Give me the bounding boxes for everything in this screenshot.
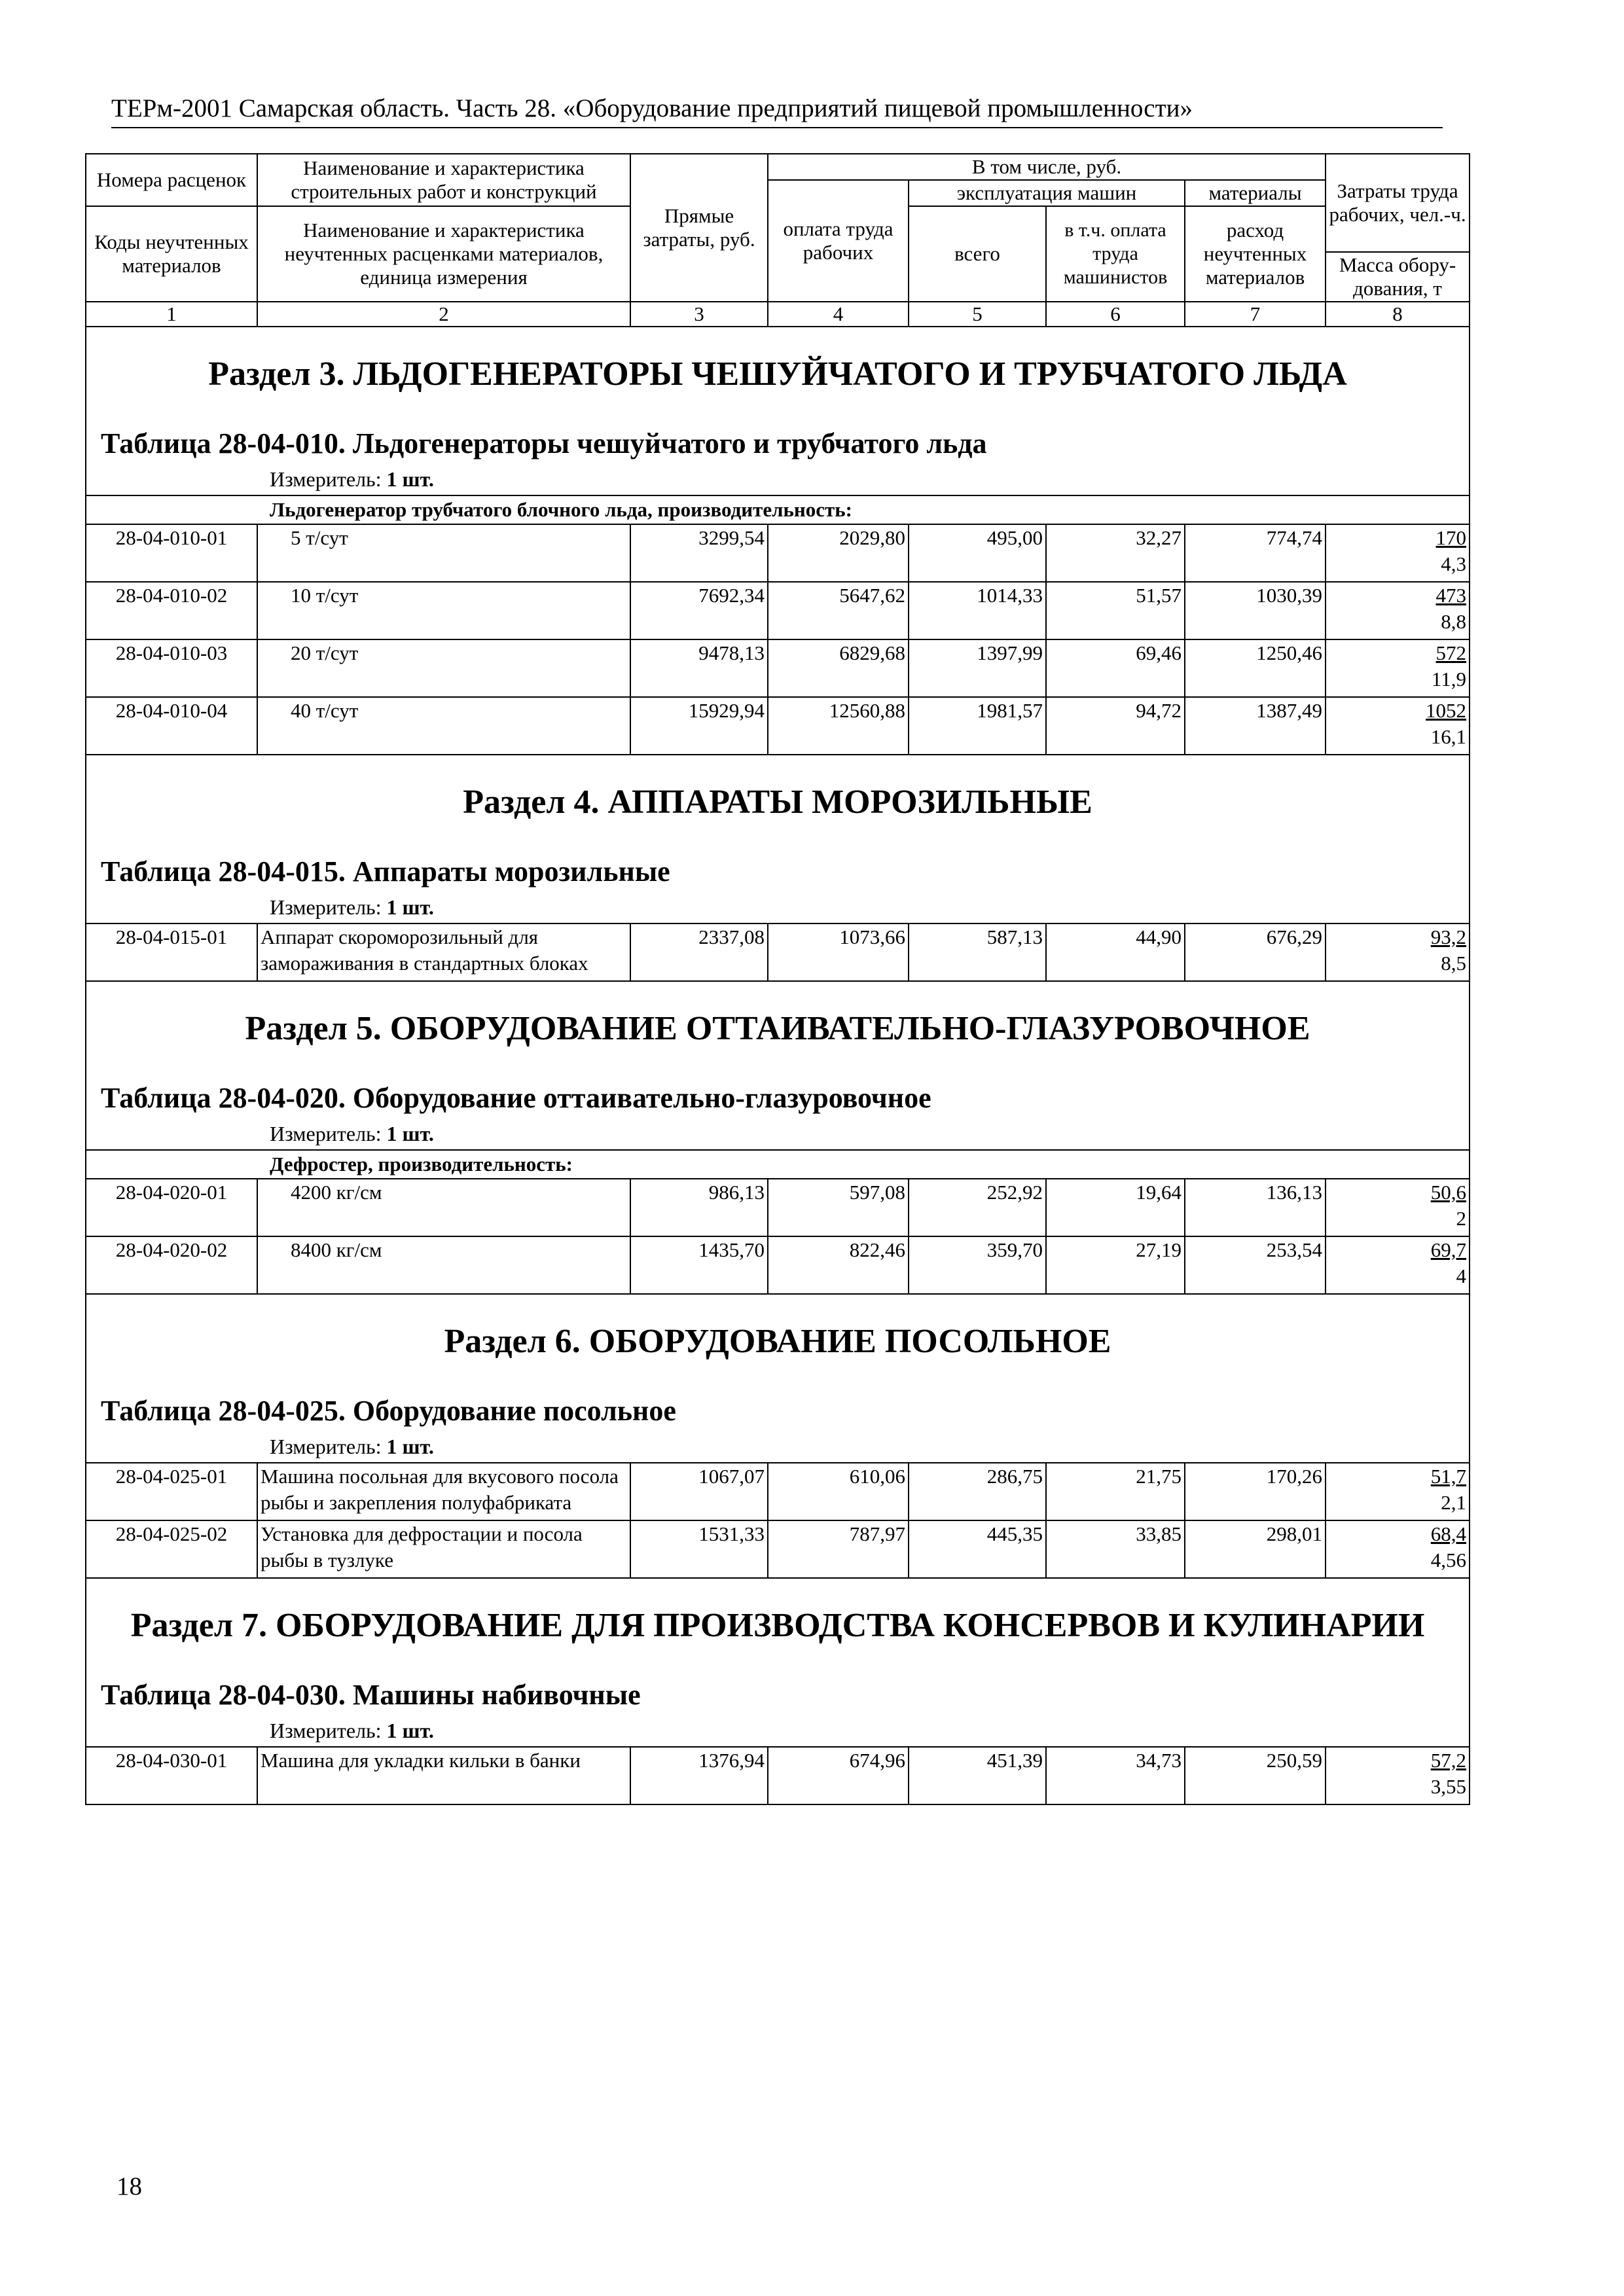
rate-name: 4200 кг/см [257,1179,630,1236]
rate-code: 28-04-015-01 [86,924,257,981]
value-c5: 587,13 [909,924,1046,981]
value-c3: 2337,08 [630,924,768,981]
col1-header-bottom: Коды неучтенных материалов [86,206,257,302]
group-label: Дефростер, производительность: [86,1150,1470,1179]
value-c5: 286,75 [909,1463,1046,1520]
labor-mass-cell [1326,524,1470,582]
meter-label: Измеритель: [270,1435,382,1458]
col-number: 2 [257,302,630,327]
meter-line [86,1121,1469,1149]
value-c6: 51,57 [1046,582,1185,639]
equipment-mass: 2 [1456,1207,1467,1230]
col4-header: оплата труда рабочих [768,180,909,302]
section-heading-cell [86,1294,1470,1463]
value-c4: 597,08 [768,1179,909,1236]
equipment-mass: 4,56 [1430,1549,1467,1571]
col1-header-top: Номера расценок [86,154,257,206]
value-c7: 676,29 [1185,924,1326,981]
col-number: 5 [909,302,1046,327]
rates-table [85,153,1470,1805]
rate-name: 8400 кг/см [257,1236,630,1294]
value-c3: 3299,54 [630,524,768,582]
value-c6: 32,27 [1046,524,1185,582]
labor-mass-cell [1326,1236,1470,1294]
value-c5: 445,35 [909,1520,1046,1578]
labor-cost: 68,4 [1430,1522,1467,1545]
labor-cost: 1052 [1426,699,1467,722]
col2-header-bottom: Наименование и характеристика неучтенных расценками материалов, единица измерения [257,206,630,302]
value-c4: 2029,80 [768,524,909,582]
value-c7: 774,74 [1185,524,1326,582]
page-number: 18 [117,2172,142,2200]
meter-line [86,1433,1469,1462]
value-c5: 1981,57 [909,697,1046,755]
value-c6: 19,64 [1046,1179,1185,1236]
value-c3: 1435,70 [630,1236,768,1294]
rate-name: Машина посольная для вкусового посола рыбы и закрепления полуфабриката [257,1463,630,1520]
rate-name: Установка для дефростации и посола рыбы в тузлуке [257,1520,630,1578]
value-c4: 12560,88 [768,697,909,755]
labor-cost: 50,6 [1430,1181,1467,1204]
meter-value: 1 шт. [386,1122,434,1145]
value-c3: 9478,13 [630,639,768,697]
section-heading-cell [86,1578,1470,1747]
rate-code: 28-04-010-01 [86,524,257,582]
value-c3: 15929,94 [630,697,768,755]
meter-line [86,1717,1469,1746]
section-heading-row [86,1578,1470,1747]
col6-header: в т.ч. оплата труда машинистов [1046,206,1185,302]
labor-mass-cell [1326,1520,1470,1578]
table-row [86,1520,1470,1578]
section-heading-cell [86,327,1470,495]
value-c6: 69,46 [1046,639,1185,697]
col2-header-top: Наименование и характеристика строительных работ и конструкций [257,154,630,206]
labor-mass-cell [1326,697,1470,755]
col-number: 6 [1046,302,1185,327]
table-title: Таблица 28-04-025. Оборудование посольное [101,1395,676,1427]
value-c5: 1014,33 [909,582,1046,639]
table-row [86,924,1470,981]
table-row [86,1236,1470,1294]
labor-mass-cell [1326,1463,1470,1520]
table-row [86,1463,1470,1520]
col-number: 8 [1326,302,1470,327]
col-number: 4 [768,302,909,327]
value-c4: 787,97 [768,1520,909,1578]
page-header: ТЕРм-2001 Самарская область. Часть 28. «Оборудование предприятий пищевой промышленности» [111,93,1443,128]
table-title: Таблица 28-04-015. Аппараты морозильные [101,855,670,888]
section-heading-row [86,755,1470,924]
table-row [86,1179,1470,1236]
labor-mass-cell [1326,639,1470,697]
value-c5: 451,39 [909,1747,1046,1804]
value-c5: 1397,99 [909,639,1046,697]
rate-code: 28-04-010-03 [86,639,257,697]
rate-name: Аппарат скороморозильный для замораживания в стандартных блоках [257,924,630,981]
value-c6: 33,85 [1046,1520,1185,1578]
labor-cost: 473 [1435,584,1467,607]
rate-code: 28-04-025-01 [86,1463,257,1520]
section-title: Раздел 7. ОБОРУДОВАНИЕ ДЛЯ ПРОИЗВОДСТВА КОНСЕРВОВ И КУЛИНАРИИ [130,1607,1425,1644]
equipment-mass: 16,1 [1430,725,1467,748]
labor-mass-cell [1326,924,1470,981]
rates-table-wrapper [85,153,1469,1805]
value-c7: 1030,39 [1185,582,1326,639]
table-row [86,697,1470,755]
rate-code: 28-04-030-01 [86,1747,257,1804]
labor-cost: 57,2 [1430,1749,1467,1772]
section-heading-row [86,1294,1470,1463]
value-c4: 674,96 [768,1747,909,1804]
value-c4: 610,06 [768,1463,909,1520]
col5-header: всего [909,206,1046,302]
group-label: Льдогенератор трубчатого блочного льда, производительность: [86,495,1470,524]
equipment-mass: 8,5 [1441,952,1467,975]
section-heading-row [86,327,1470,495]
meter-label: Измеритель: [270,467,382,491]
equipment-mass: 2,1 [1441,1491,1467,1514]
meter-value: 1 шт. [386,895,434,919]
section-title: Раздел 3. ЛЬДОГЕНЕРАТОРЫ ЧЕШУЙЧАТОГО И ТРУБЧАТОГО ЛЬДА [208,355,1347,393]
rate-name: 20 т/сут [257,639,630,697]
equipment-mass: 4 [1456,1265,1467,1287]
meter-label: Измеритель: [270,895,382,919]
value-c7: 1250,46 [1185,639,1326,697]
col8-header-bottom: Масса обору-дования, т [1326,252,1470,302]
value-c7: 298,01 [1185,1520,1326,1578]
rate-code: 28-04-020-01 [86,1179,257,1236]
value-c7: 253,54 [1185,1236,1326,1294]
rate-name: 40 т/сут [257,697,630,755]
group-row [86,495,1470,524]
value-c7: 1387,49 [1185,697,1326,755]
value-c6: 34,73 [1046,1747,1185,1804]
labor-cost: 572 [1435,641,1467,664]
table-title: Таблица 28-04-010. Льдогенераторы чешуйчатого и трубчатого льда [101,427,987,459]
col3-header: Прямые затраты, руб. [630,154,768,302]
sections-body [86,327,1470,1804]
value-c5: 495,00 [909,524,1046,582]
equipment-mass: 8,8 [1441,610,1467,633]
value-c7: 136,13 [1185,1179,1326,1236]
value-c5: 359,70 [909,1236,1046,1294]
meter-line [86,466,1469,495]
labor-cost: 51,7 [1430,1465,1467,1488]
materials-header: материалы [1185,180,1326,206]
value-c7: 250,59 [1185,1747,1326,1804]
section-heading-row [86,981,1470,1150]
meter-value: 1 шт. [386,1435,434,1458]
value-c6: 27,19 [1046,1236,1185,1294]
meter-label: Измеритель: [270,1122,382,1145]
column-numbers-row [86,302,1470,327]
section-title: Раздел 5. ОБОРУДОВАНИЕ ОТТАИВАТЕЛЬНО-ГЛАЗУРОВОЧНОЕ [245,1010,1310,1047]
section-heading-cell [86,755,1470,924]
value-c6: 94,72 [1046,697,1185,755]
equipment-mass: 11,9 [1431,668,1467,691]
machines-header: эксплуатация машин [909,180,1185,206]
labor-cost: 170 [1435,526,1467,549]
meter-line [86,894,1469,923]
labor-cost: 93,2 [1430,925,1467,948]
table-row [86,524,1470,582]
value-c3: 986,13 [630,1179,768,1236]
labor-cost: 69,7 [1430,1238,1467,1261]
value-c4: 822,46 [768,1236,909,1294]
group-row [86,1150,1470,1179]
rate-name: Машина для укладки кильки в банки [257,1747,630,1804]
value-c3: 1067,07 [630,1463,768,1520]
meter-value: 1 шт. [386,1719,434,1742]
col7-header: расход неучтенных материалов [1185,206,1326,302]
value-c4: 5647,62 [768,582,909,639]
value-c3: 7692,34 [630,582,768,639]
table-title: Таблица 28-04-020. Оборудование оттаивательно-глазуровочное [101,1082,931,1114]
meter-value: 1 шт. [386,467,434,491]
value-c6: 44,90 [1046,924,1185,981]
rate-code: 28-04-010-04 [86,697,257,755]
table-row [86,1747,1470,1804]
rate-name: 10 т/сут [257,582,630,639]
meter-label: Измеритель: [270,1719,382,1742]
col8-header-top: Затраты труда рабочих, чел.-ч. [1326,154,1470,252]
section-title: Раздел 6. ОБОРУДОВАНИЕ ПОСОЛЬНОЕ [444,1323,1111,1360]
table-row [86,582,1470,639]
labor-mass-cell [1326,1747,1470,1804]
value-c4: 6829,68 [768,639,909,697]
value-c7: 170,26 [1185,1463,1326,1520]
equipment-mass: 3,55 [1430,1775,1467,1798]
section-title: Раздел 4. АППАРАТЫ МОРОЗИЛЬНЫЕ [463,783,1092,821]
table-title: Таблица 28-04-030. Машины набивочные [101,1679,641,1711]
equipment-mass: 4,3 [1441,552,1467,575]
value-c3: 1376,94 [630,1747,768,1804]
col-number: 7 [1185,302,1326,327]
value-c3: 1531,33 [630,1520,768,1578]
value-c6: 21,75 [1046,1463,1185,1520]
col-number: 3 [630,302,768,327]
value-c4: 1073,66 [768,924,909,981]
rate-code: 28-04-020-02 [86,1236,257,1294]
including-header: В том числе, руб. [768,154,1326,180]
table-row [86,639,1470,697]
value-c5: 252,92 [909,1179,1046,1236]
col-number: 1 [86,302,257,327]
rate-code: 28-04-025-02 [86,1520,257,1578]
section-heading-cell [86,981,1470,1150]
labor-mass-cell [1326,582,1470,639]
rate-name: 5 т/сут [257,524,630,582]
labor-mass-cell [1326,1179,1470,1236]
rate-code: 28-04-010-02 [86,582,257,639]
